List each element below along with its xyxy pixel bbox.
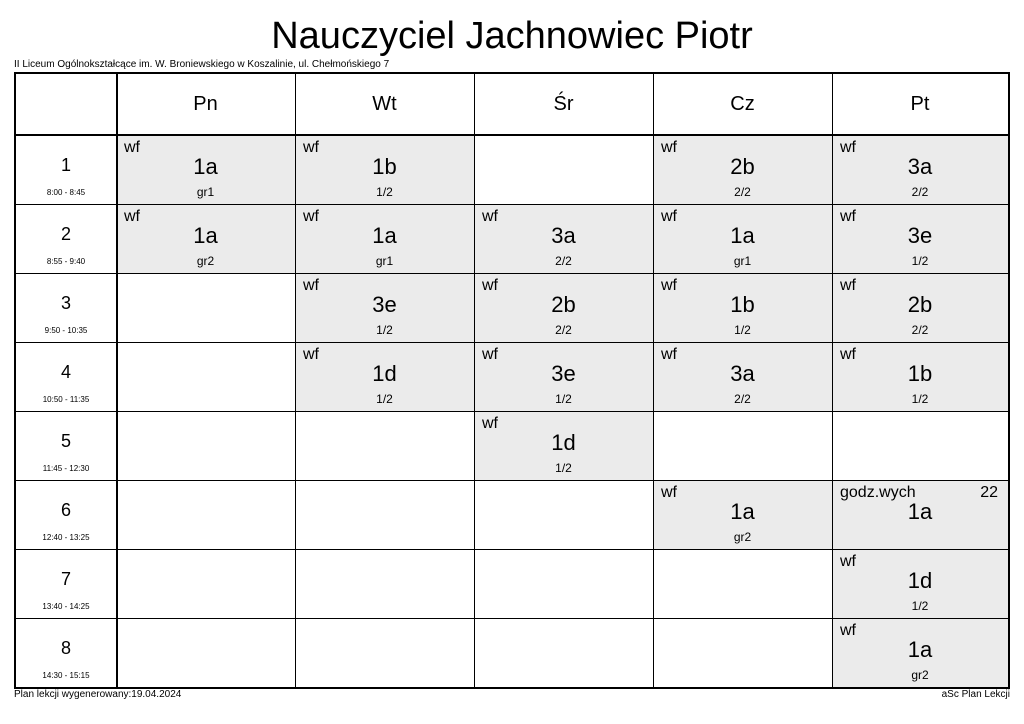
lesson-class: 1d — [372, 361, 397, 386]
lesson-class: 1a — [193, 154, 218, 179]
period-label — [16, 135, 116, 204]
lesson-group: 1/2 — [911, 599, 929, 613]
lesson-cell — [295, 342, 474, 411]
period-time: 8:00 - 8:45 — [46, 188, 86, 197]
empty-cell — [116, 618, 295, 687]
lesson-group: 1/2 — [376, 323, 393, 337]
lesson-group: 1/2 — [734, 323, 751, 337]
lesson-subject: wf — [124, 208, 140, 225]
lesson-class: 3e — [372, 292, 397, 317]
period-number: 1 — [60, 155, 71, 175]
lesson-class: 2b — [907, 292, 933, 317]
grid-column-line — [295, 74, 296, 687]
grid-row-line — [16, 618, 1008, 619]
lesson-group: 2/2 — [555, 254, 572, 268]
grid-row-line — [16, 134, 1008, 136]
lesson-cell — [832, 549, 1008, 618]
lesson-cell — [653, 135, 832, 204]
period-label — [16, 618, 116, 687]
period-time: 11:45 - 12:30 — [42, 464, 90, 473]
grid-row-line — [16, 273, 1008, 274]
lesson-subject: wf — [840, 277, 856, 294]
lesson-cell — [832, 480, 1008, 549]
grid-column-line — [474, 74, 475, 687]
period-number: 3 — [60, 293, 71, 313]
lesson-class: 1a — [730, 223, 755, 248]
lesson-group: 1/2 — [376, 392, 393, 406]
period-time: 13:40 - 14:25 — [42, 602, 90, 611]
lesson-subject: wf — [661, 208, 677, 225]
lesson-cell — [295, 273, 474, 342]
lesson-class: 3e — [907, 223, 933, 248]
lesson-group: 1/2 — [555, 461, 572, 475]
period-label — [16, 342, 116, 411]
period-time: 8:55 - 9:40 — [46, 257, 86, 266]
grid-row-line — [16, 549, 1008, 550]
lesson-group: 1/2 — [911, 254, 929, 268]
day-header: Śr — [553, 93, 574, 115]
lesson-group: gr2 — [733, 530, 752, 544]
lesson-subject: wf — [303, 277, 319, 294]
lesson-class: 3a — [907, 154, 933, 179]
lesson-class: 1a — [372, 223, 397, 248]
period-time: 10:50 - 11:35 — [42, 395, 90, 404]
lesson-class: 3a — [551, 223, 576, 248]
grid-column-line — [832, 74, 833, 687]
period-time: 9:50 - 10:35 — [44, 326, 88, 335]
grid-row-line — [16, 411, 1008, 412]
day-header: Cz — [730, 93, 755, 115]
lesson-cell — [474, 342, 653, 411]
empty-cell — [116, 549, 295, 618]
period-number: 2 — [60, 224, 71, 244]
empty-cell — [116, 342, 295, 411]
lesson-subject: wf — [482, 277, 498, 294]
generated-date: Plan lekcji wygenerowany:19.04.2024 — [14, 689, 182, 700]
lesson-cell — [474, 411, 653, 480]
lesson-group: 2/2 — [555, 323, 572, 337]
empty-cell — [295, 618, 474, 687]
lesson-group: 2/2 — [911, 323, 929, 337]
period-label — [16, 411, 116, 480]
lesson-class: 1b — [907, 361, 933, 386]
empty-cell — [653, 618, 832, 687]
lesson-group: 2/2 — [734, 185, 751, 199]
lesson-subject: wf — [661, 139, 677, 156]
empty-cell — [474, 549, 653, 618]
grid-column-line — [653, 74, 654, 687]
day-header: Pn — [193, 93, 218, 115]
lesson-cell — [832, 618, 1008, 687]
lesson-group: gr2 — [196, 254, 215, 268]
day-header: Wt — [372, 93, 397, 115]
lesson-subject: wf — [303, 208, 319, 225]
page-title: Nauczyciel Jachnowiec Piotr — [271, 15, 753, 57]
lesson-subject: wf — [840, 208, 856, 225]
empty-cell — [116, 480, 295, 549]
lesson-group: 2/2 — [911, 185, 929, 199]
grid-row-line — [16, 342, 1008, 343]
lesson-class: 2b — [730, 154, 755, 179]
lesson-subject: wf — [661, 346, 677, 363]
lesson-class: 3a — [730, 361, 755, 386]
period-label — [16, 549, 116, 618]
lesson-subject: wf — [840, 622, 856, 639]
lesson-cell — [474, 273, 653, 342]
lesson-cell — [116, 204, 295, 273]
lesson-group: gr1 — [375, 254, 394, 268]
lesson-group: 1/2 — [555, 392, 572, 406]
empty-cell — [295, 480, 474, 549]
grid-column-line — [116, 74, 118, 687]
period-number: 6 — [60, 500, 71, 520]
lesson-subject: wf — [303, 139, 319, 156]
lesson-cell — [832, 273, 1008, 342]
lesson-cell — [832, 342, 1008, 411]
lesson-class: 1a — [907, 637, 933, 662]
empty-cell — [295, 549, 474, 618]
empty-cell — [653, 411, 832, 480]
lesson-subject: wf — [482, 208, 498, 225]
lesson-cell — [116, 135, 295, 204]
empty-cell — [653, 549, 832, 618]
period-number: 8 — [60, 638, 71, 658]
lesson-group: gr1 — [733, 254, 752, 268]
empty-cell — [295, 411, 474, 480]
empty-cell — [832, 411, 1008, 480]
lesson-class: 1a — [730, 499, 755, 524]
lesson-cell — [653, 342, 832, 411]
lesson-class: 1d — [907, 568, 933, 593]
lesson-cell — [474, 204, 653, 273]
empty-cell — [116, 273, 295, 342]
period-number: 4 — [60, 362, 71, 382]
lesson-group: 2/2 — [734, 392, 751, 406]
lesson-cell — [653, 480, 832, 549]
lesson-room: 22 — [980, 484, 998, 501]
period-number: 5 — [60, 431, 71, 451]
empty-cell — [474, 135, 653, 204]
lesson-class: 1b — [372, 154, 397, 179]
grid-row-line — [16, 480, 1008, 481]
school-name: II Liceum Ogólnokształcące im. W. Broniewskiego w Koszalinie, ul. Chełmońskiego 7 — [14, 59, 390, 70]
lesson-class: 3e — [551, 361, 576, 386]
period-label — [16, 273, 116, 342]
empty-cell — [116, 411, 295, 480]
lesson-class: 1b — [730, 292, 755, 317]
lesson-cell — [295, 135, 474, 204]
period-number: 7 — [60, 569, 71, 589]
period-time: 12:40 - 13:25 — [42, 533, 90, 542]
lesson-subject: wf — [661, 484, 677, 501]
empty-cell — [474, 480, 653, 549]
lesson-class: 1d — [551, 430, 576, 455]
app-name: aSc Plan Lekcji — [941, 689, 1010, 700]
lesson-subject: wf — [124, 139, 140, 156]
lesson-class: 2b — [551, 292, 576, 317]
lesson-cell — [653, 204, 832, 273]
lesson-cell — [295, 204, 474, 273]
lesson-class: 1a — [907, 499, 933, 524]
lesson-subject: wf — [840, 346, 856, 363]
lesson-cell — [832, 135, 1008, 204]
lesson-group: gr2 — [911, 668, 929, 682]
period-label — [16, 204, 116, 273]
period-label — [16, 480, 116, 549]
lesson-cell — [653, 273, 832, 342]
lesson-subject: wf — [303, 346, 319, 363]
lesson-subject: wf — [840, 553, 856, 570]
empty-cell — [474, 618, 653, 687]
lesson-subject: wf — [482, 346, 498, 363]
lesson-cell — [832, 204, 1008, 273]
lesson-group: gr1 — [196, 185, 215, 199]
lesson-group: 1/2 — [911, 392, 929, 406]
timetable-grid — [14, 72, 1010, 689]
lesson-group: 1/2 — [376, 185, 393, 199]
period-time: 14:30 - 15:15 — [42, 671, 90, 680]
lesson-subject: godz.wych — [840, 484, 916, 501]
day-header: Pt — [910, 93, 930, 115]
grid-row-line — [16, 204, 1008, 205]
lesson-subject: wf — [661, 277, 677, 294]
lesson-subject: wf — [840, 139, 856, 156]
lesson-subject: wf — [482, 415, 498, 432]
lesson-class: 1a — [193, 223, 218, 248]
